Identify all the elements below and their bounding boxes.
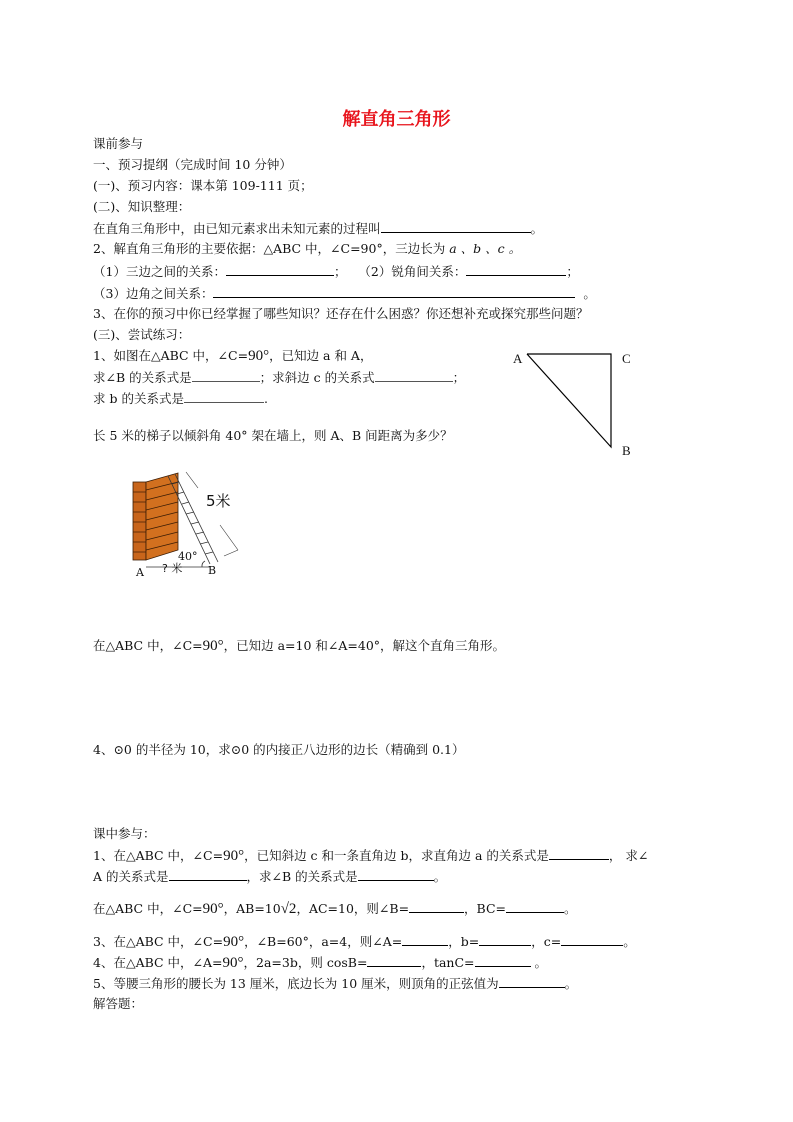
section-preclass: 课前参与 bbox=[93, 136, 144, 151]
distance-label: ? 米 bbox=[162, 562, 183, 575]
inclass-q4: 4、在△ABC 中，∠A=90°，2a=3b，则 cosB= ，tanC= 。 bbox=[93, 955, 548, 971]
ladder-figure bbox=[128, 470, 243, 580]
answer-section-heading: 解答题： bbox=[93, 996, 144, 1011]
section-inclass: 课中参与： bbox=[93, 826, 156, 841]
answer-blank[interactable] bbox=[475, 954, 531, 967]
solve-triangle-question: 在△ABC 中，∠C=90°，已知边 a=10 和∠A=40°，解这个直角三角形。 bbox=[93, 638, 506, 654]
inclass-q1: 1、在△ABC 中，∠C=90°，已知斜边 c 和一条直角边 b，求直角边 a 的关系式是 ， 求∠ bbox=[93, 848, 649, 864]
question-basis: 2、解直角三角形的主要依据：△ABC 中，∠C=90°，三边长为 a 、b 、c 。 bbox=[93, 241, 522, 256]
inclass-q3: 3、在△ABC 中，∠C=90°，∠B=60°，a=4，则∠A= ，b= ，c= 。 bbox=[93, 934, 636, 950]
answer-blank[interactable] bbox=[409, 900, 464, 913]
question-relations: （1）三边之间的关系： ； （2）锐角间关系： ； bbox=[93, 264, 579, 279]
answer-blank[interactable] bbox=[466, 263, 566, 276]
inclass-q2: 在△ABC 中，∠C=90°，AB=10√2，AC=10，则∠B= ，BC= 。 bbox=[93, 901, 577, 917]
answer-blank[interactable] bbox=[226, 263, 334, 276]
answer-blank[interactable] bbox=[506, 900, 564, 913]
point-b-label: B bbox=[208, 564, 217, 577]
practice-heading: (三)、尝试练习： bbox=[93, 327, 191, 342]
angle-label: 40° bbox=[178, 550, 198, 563]
inclass-q1-line2: A 的关系式是 ，求∠B 的关系式是 。 bbox=[93, 869, 447, 884]
answer-blank[interactable] bbox=[479, 933, 531, 946]
answer-blank[interactable] bbox=[499, 975, 565, 988]
answer-blank[interactable] bbox=[169, 868, 247, 881]
triangle-figure bbox=[505, 345, 645, 465]
answer-blank[interactable] bbox=[358, 868, 434, 881]
vertex-c-label: C bbox=[622, 351, 631, 366]
answer-blank[interactable] bbox=[549, 847, 609, 860]
answer-blank[interactable] bbox=[402, 933, 448, 946]
practice-q1-line3: 求 b 的关系式是 . bbox=[93, 391, 268, 406]
answer-blank[interactable] bbox=[381, 220, 531, 233]
practice-q1: 1、如图在△ABC 中，∠C=90°，已知边 a 和 A， bbox=[93, 348, 373, 364]
outline-heading: 一、预习提纲（完成时间 10 分钟） bbox=[93, 157, 292, 172]
point-a-label: A bbox=[136, 566, 144, 579]
answer-blank[interactable] bbox=[184, 390, 264, 403]
knowledge-heading: (二)、知识整理： bbox=[93, 199, 191, 214]
answer-blank[interactable] bbox=[213, 285, 575, 298]
question-reflection: 3、在你的预习中你已经掌握了哪些知识？还存在什么困惑？你还想补充或探究那些问题？ bbox=[93, 306, 589, 321]
practice-q1-line2: 求∠B 的关系式是 ；求斜边 c 的关系式 ； bbox=[93, 370, 466, 385]
question-definition: 在直角三角形中，由已知元素求出未知元素的过程叫 。 bbox=[93, 221, 544, 236]
answer-blank[interactable] bbox=[192, 369, 260, 382]
preview-content: (一)、预习内容：课本第 109-111 页； bbox=[93, 178, 313, 193]
ladder-wall-diagram bbox=[128, 470, 243, 580]
answer-blank[interactable] bbox=[375, 369, 453, 382]
inclass-q5: 5、等腰三角形的腰长为 13 厘米，底边长为 10 厘米，则顶角的正弦值为 。 bbox=[93, 976, 578, 991]
answer-blank[interactable] bbox=[367, 954, 421, 967]
vertex-b-label: B bbox=[622, 443, 631, 458]
vertex-a-label: A bbox=[513, 351, 523, 366]
answer-blank[interactable] bbox=[561, 933, 623, 946]
ladder-length-label: 5米 bbox=[206, 492, 231, 510]
question-edge-angle: （3）边角之间关系： 。 bbox=[93, 286, 596, 301]
ladder-question: 长 5 米的梯子以倾斜角 40° 架在墙上，则 A、B 间距离为多少？ bbox=[93, 428, 453, 443]
octagon-question: 4、⊙0 的半径为 10，求⊙0 的内接正八边形的边长（精确到 0.1） bbox=[93, 742, 465, 757]
page-title: 解直角三角形 bbox=[342, 109, 451, 130]
